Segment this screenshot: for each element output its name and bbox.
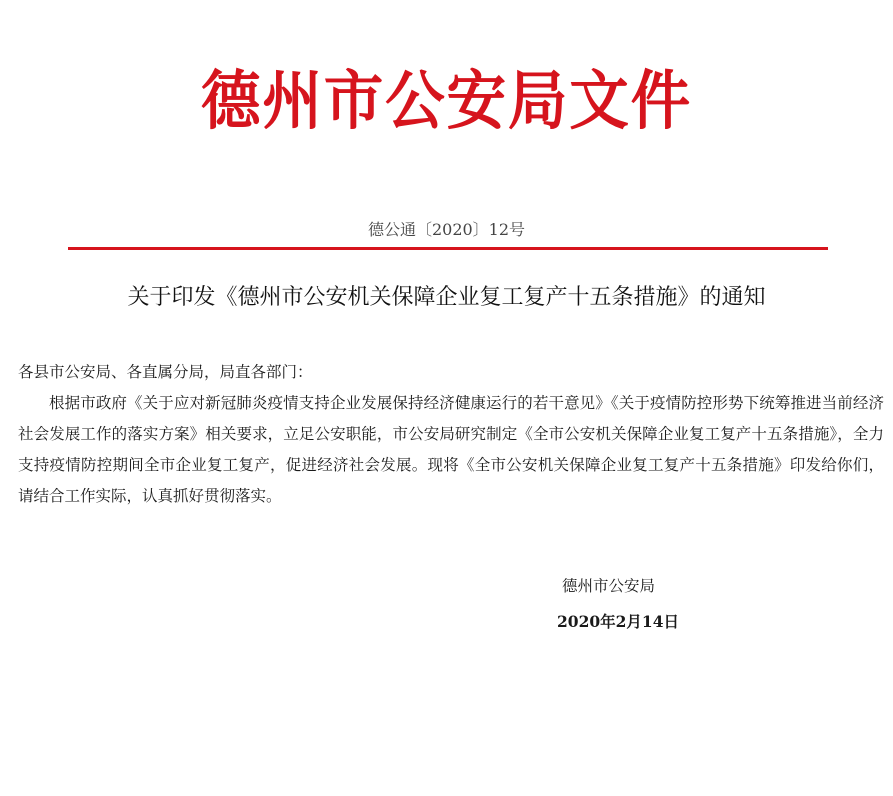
salutation: 各县市公安局、各直属分局，局直各部门：: [18, 363, 313, 381]
red-separator-line: [68, 247, 828, 250]
body-paragraph: 根据市政府《关于应对新冠肺炎疫情支持企业发展保持经济健康运行的若干意见》《关于疫情防控形势下统筹推进当前经济社会发展工作的落实方案》相关要求，立足公安职能，市公安局研究制定《全市公安机关保障企业复工复产十五条措施》，全力支持疫情防控期间全市企业复工复产，促进经济社会发展。现将《全市公安机关保障企业复工复产十五条措施》印发给你们，请结合工作实际，认真抓好贯彻落实。: [18, 394, 884, 505]
notice-body: [18, 357, 884, 512]
issue-date: 2020年2月14日: [557, 612, 679, 631]
notice-title: 关于印发《德州市公安机关保障企业复工复产十五条措施》的通知: [127, 285, 766, 310]
masthead-title: 德州市公安局文件: [200, 65, 693, 139]
document-number: 德公通〔2020〕12号: [367, 220, 526, 239]
issuer-signature: 德州市公安局: [562, 577, 656, 595]
